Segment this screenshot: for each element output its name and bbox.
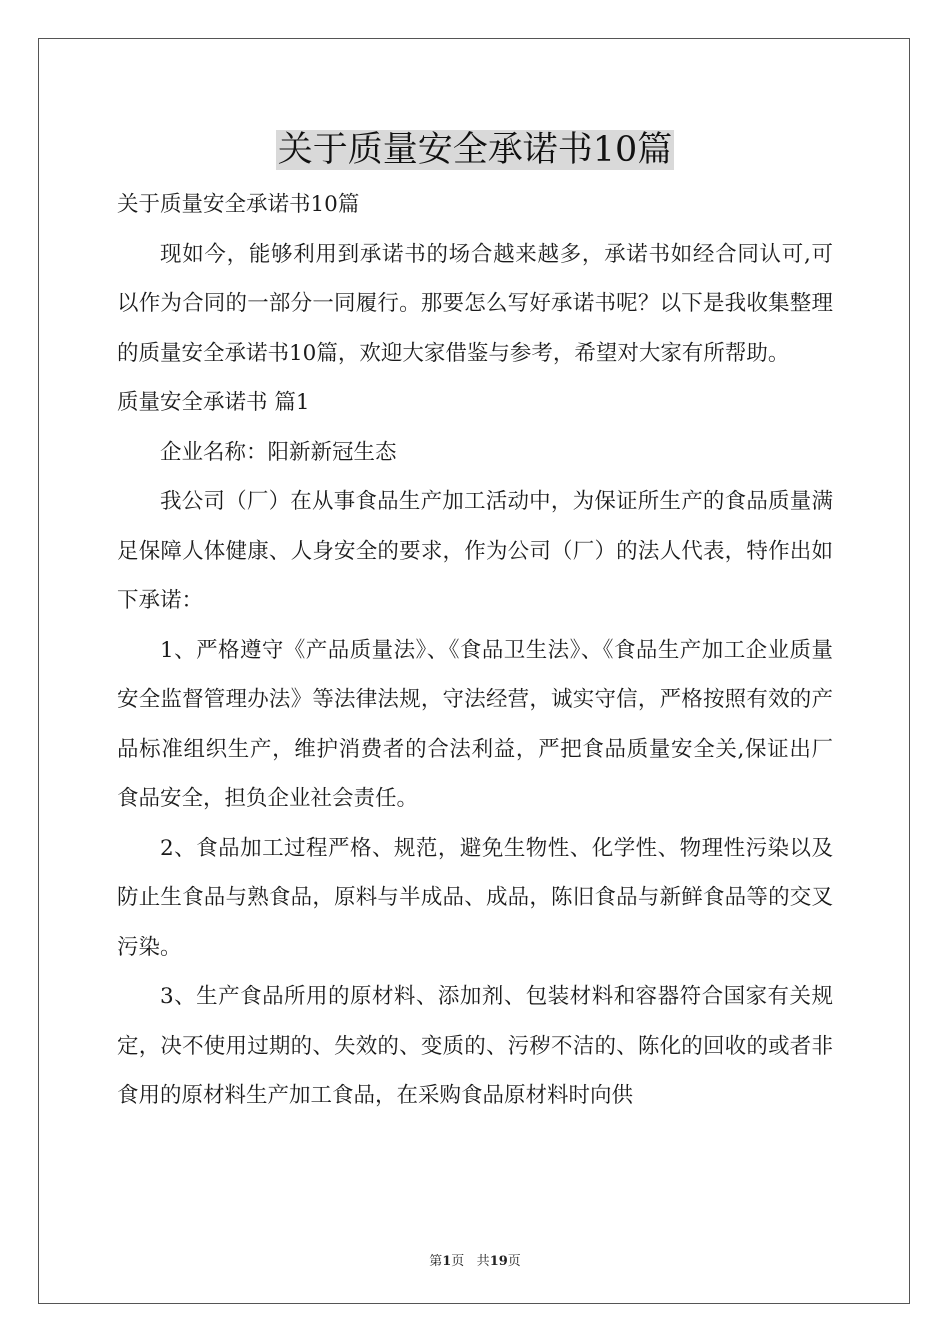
- document-title-text: 关于质量安全承诺书10篇: [277, 130, 673, 170]
- document-title: [0, 124, 950, 176]
- paragraph-pledge-intro: 我公司（厂）在从事食品生产加工活动中，为保证所生产的食品质量满足保障人体健康、人身安全的要求，作为公司（厂）的法人代表，特作出如下承诺：: [117, 489, 833, 613]
- footer-page-number: 1: [442, 1254, 452, 1269]
- paragraph-item-1: 1、严格遵守《产品质量法》、《食品卫生法》、《食品生产加工企业质量安全监督管理办法》等法律法规，守法经营，诚实守信，严格按照有效的产品标准组织生产，维护消费者的合法利益，严把食品质量安全关,保证出厂食品安全，担负企业社会责任。: [117, 637, 833, 811]
- footer-total-pages: 19: [489, 1254, 508, 1269]
- paragraph-item-2: 2、食品加工过程严格、规范，避免生物性、化学性、物理性污染以及防止生食品与熟食品，原料与半成品、成品，陈旧食品与新鲜食品等的交叉污染。: [117, 835, 833, 960]
- paragraph-item-3: 3、生产食品所用的原材料、添加剂、包装材料和容器符合国家有关规定，决不使用过期的、失效的、变质的、污秽不洁的、陈化的回收的或者非食用的原材料生产加工食品，在采购食品原材料时向供: [117, 984, 833, 1108]
- paragraph-company-name: 企业名称：阳新新冠生态: [160, 439, 397, 465]
- paragraph-subtitle: 关于质量安全承诺书10篇: [117, 192, 360, 217]
- document-body: [117, 180, 833, 1121]
- footer-total-prefix: 共: [476, 1254, 490, 1269]
- footer-page-suffix: 页: [451, 1254, 465, 1269]
- footer-prefix: 第: [429, 1254, 443, 1269]
- footer-total-suffix: 页: [507, 1254, 521, 1269]
- section-heading: 质量安全承诺书 篇1: [117, 390, 310, 415]
- paragraph-intro: 现如今，能够利用到承诺书的场合越来越多，承诺书如经合同认可,可以作为合同的一部分一同履行。那要怎么写好承诺书呢？以下是我收集整理的质量安全承诺书10篇，欢迎大家借鉴与参考，希望对大家有所帮助。: [117, 241, 833, 366]
- page-footer: [0, 1250, 950, 1269]
